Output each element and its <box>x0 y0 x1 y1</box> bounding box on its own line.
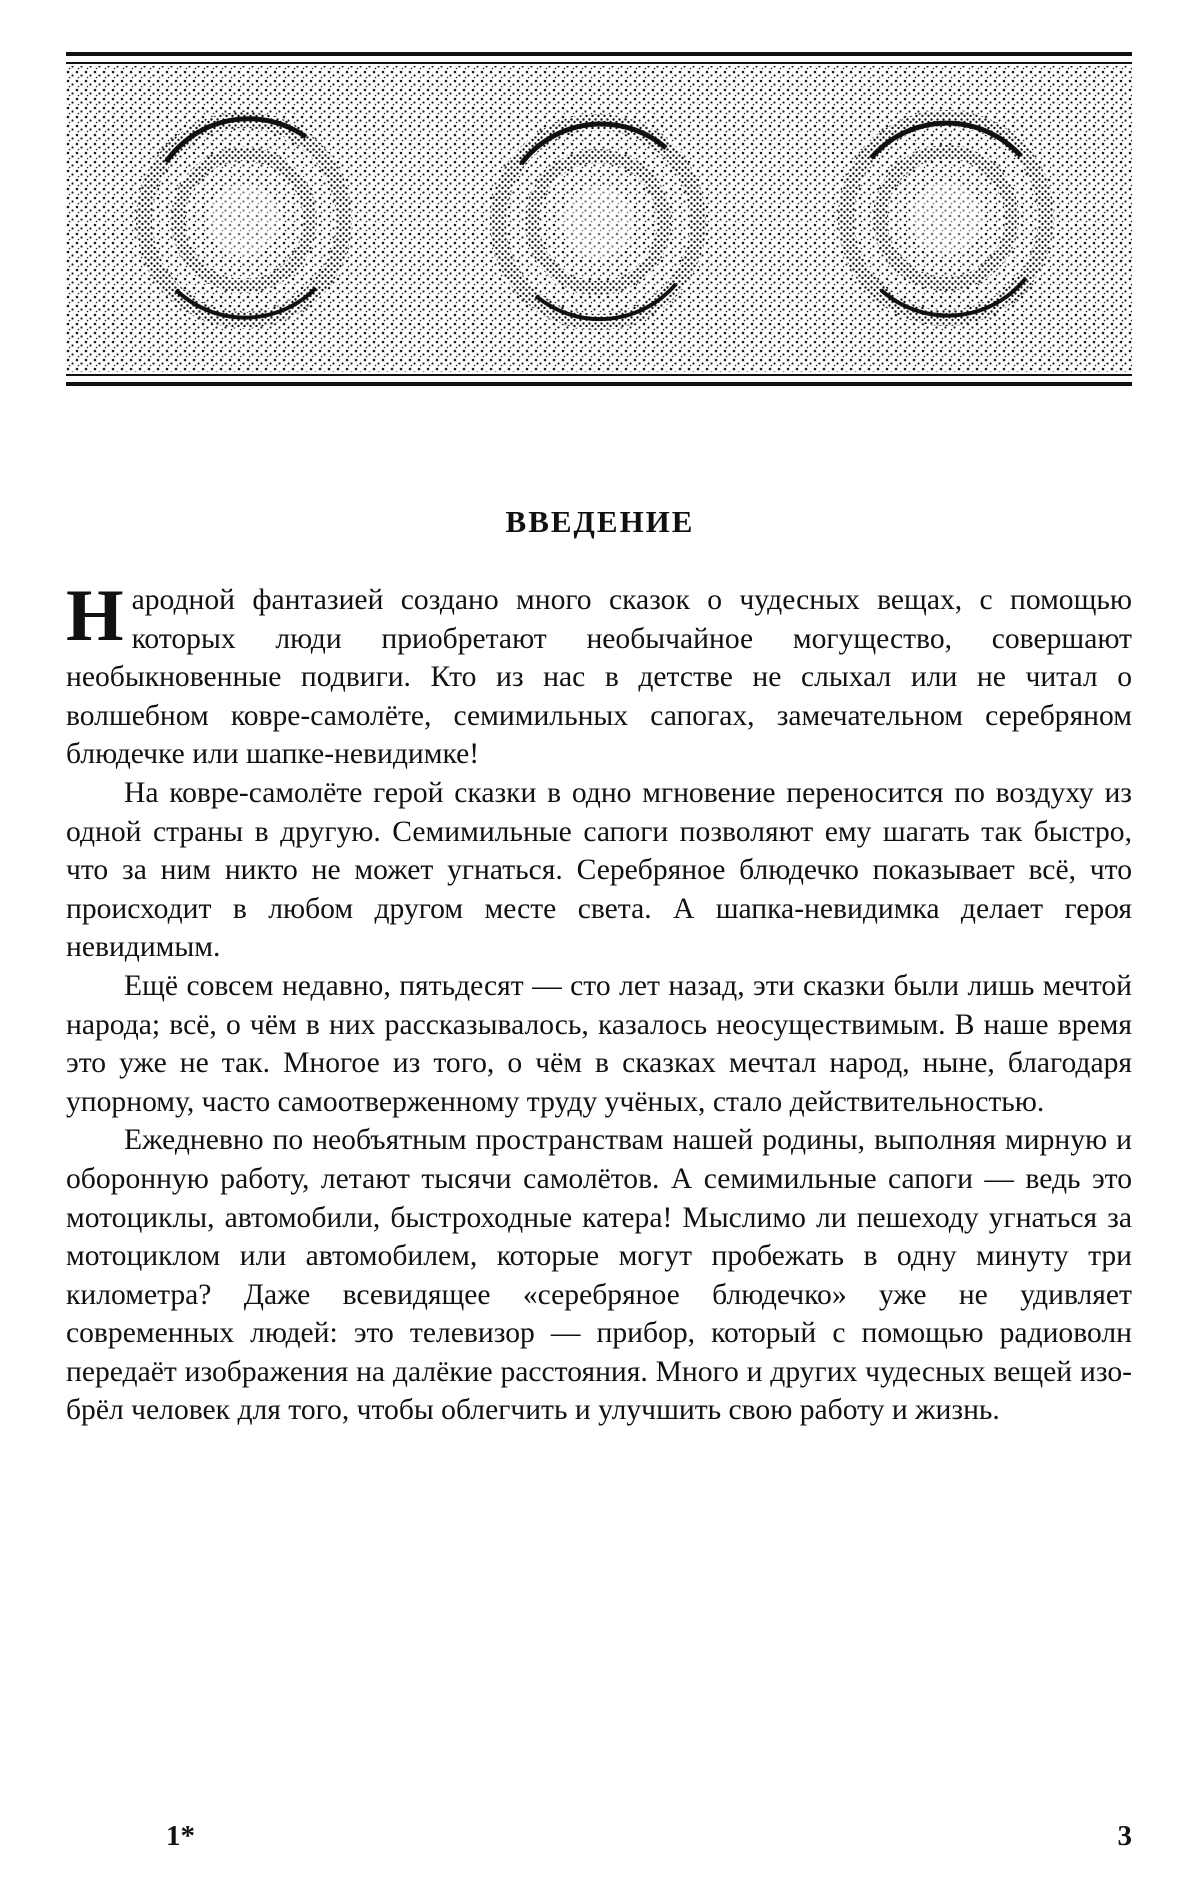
ornament-circle-middle <box>498 122 698 322</box>
paragraph-4: Ежедневно по необъятным пространствам нашей родины, выполняя мирную и оборонную работу, летают тысячи самолётов. А семимильные сапоги — ведь это мотоциклы, автомобили, быстроходные катера! Мыслимо ли пешеходу угнаться за мотоциклом или автомобилем, которые могут пробежать в одну минуту три километра? Даже всевидящее «серебряное блюдечко» уже не удивляет современных людей: это телевизор — прибор, который с помощью радиоволн передаёт изображения на далёкие расстояния. Много и других чудесных вещей изобрёл человек для того, чтобы облегчить и улучшить свою работу и жизнь. <box>66 1124 1132 1427</box>
paragraph-2: На ковре-самолёте герой сказки в одно мгновение переносится по воздуху из одной страны в другую. Семимильные сапоги позволяют ему шагать так быстро, что за ним никто не может угнаться. Серебряное блюдечко показывает всё, что происходит в любом другом месте света. А шапка-невидимка делает героя невидимым. <box>66 776 1132 964</box>
signature-mark: 1* <box>166 1820 195 1852</box>
paragraph-1 <box>66 575 1132 774</box>
drop-cap: Н <box>66 575 124 657</box>
ornament-circle-left <box>144 119 344 320</box>
decorative-banner <box>66 52 1132 388</box>
paragraph-text: ародной фантазией создано много сказок о чудесных вещах, с помощью которых люди приобретают необычайное могущество, совершают необыкновенные подвиги. Кто из нас в детстве не слыхал или не читал о волшебном ковре-самолёте, семимильных сапогах, замечательном серебряном блюдечке или шапке-невидимке! <box>66 584 1132 771</box>
circles-ornament-icon <box>66 52 1132 388</box>
ornament-circle-right <box>846 118 1046 318</box>
page-number: 3 <box>1117 1820 1132 1852</box>
body-text <box>66 575 1132 1430</box>
paragraph-3: Ещё совсем недавно, пятьдесят — сто лет назад, эти сказки были лишь мечтой народа; всё, о чём в них рассказывалось, казалось неосуществимым. В наше время это уже не так. Многое из того, о чём в сказках мечтал народ, ныне, благодаря упорному, часто самоотверженному труду учёных, стало действительностью. <box>66 969 1132 1118</box>
chapter-title: ВВЕДЕНИЕ <box>505 504 695 539</box>
